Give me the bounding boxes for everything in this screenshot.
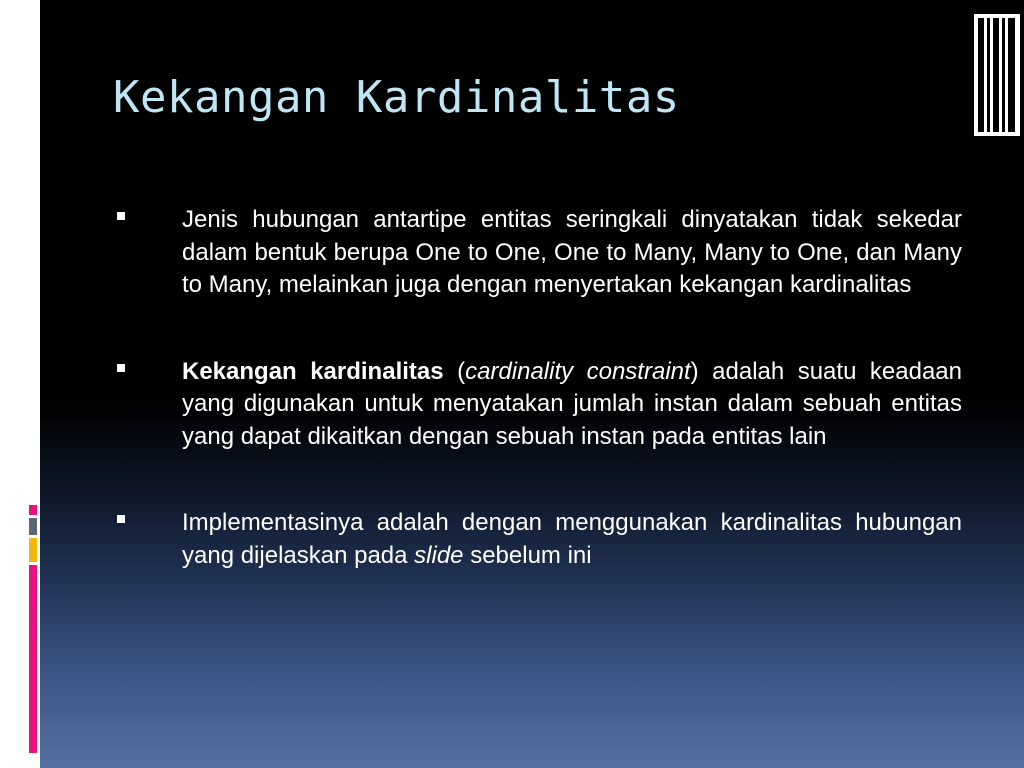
bullet-square-icon [117,212,125,220]
bullet-square-icon [117,515,125,523]
accent-bar-gray [29,518,37,535]
bullet-text [182,356,962,454]
bookshelf-icon [974,14,1020,136]
bullet-1-text: Jenis hubungan antartipe entitas seringkali dinyatakan tidak sekedar dalam bentuk berupa One to One, One to Many, Many to One, dan Many to Many, melainkan juga dengan menyertakan kekangan kardinalitas [182,206,962,298]
bullet-3-tail: sebelum ini [463,541,592,569]
bullet-2-term: Kekangan kardinalitas [182,357,444,385]
bullet-text [182,204,962,302]
bullet-2-open-paren: ( [443,357,466,385]
bullet-item [110,204,962,302]
accent-bar-yellow [29,538,37,562]
bullet-square-icon [117,364,125,372]
accent-bar-pink-top [29,505,37,515]
bullet-2-term-en: cardinality constraint [465,357,691,385]
bullet-2-rest: ) adalah suatu keadaan yang digunakan untuk menyatakan jumlah instan dalam sebuah entitas yang dapat dikaitkan dengan sebuah instan pada entitas lain [182,357,962,450]
bullet-3-italic-word: slide [414,541,464,569]
accent-bar-pink-bottom [29,565,37,753]
slide-title: Kekangan Kardinalitas [113,72,680,123]
bullet-item [110,507,962,572]
bullet-item [110,356,962,454]
bullet-3-text: Implementasinya adalah dengan menggunakan kardinalitas hubungan yang dijelaskan pada [182,509,962,569]
bullet-list [110,204,962,626]
bullet-text [182,507,962,572]
